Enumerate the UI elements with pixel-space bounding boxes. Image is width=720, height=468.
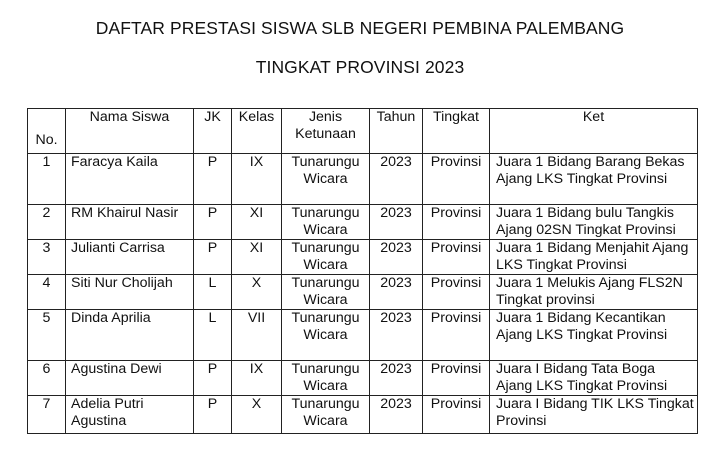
- cell-no: 7: [28, 396, 66, 434]
- table-row: [28, 205, 698, 240]
- cell-tahun: 2023: [370, 361, 423, 396]
- cell-no: 3: [28, 240, 66, 275]
- cell-kelas: XI: [232, 240, 282, 275]
- header-tingkat: Tingkat: [423, 109, 490, 154]
- document-subtitle: TINGKAT PROVINSI 2023: [255, 57, 465, 77]
- cell-nama: RM Khairul Nasir: [66, 205, 194, 240]
- header-nama-siswa: Nama Siswa: [66, 109, 194, 154]
- cell-jenis: Tunarungu Wicara: [282, 275, 370, 310]
- cell-kelas: X: [232, 396, 282, 434]
- table-row: [28, 396, 698, 434]
- cell-tingkat: Provinsi: [423, 205, 490, 240]
- table-row: [28, 154, 698, 205]
- cell-ket: Juara 1 Bidang Barang Bekas Ajang LKS Tingkat Provinsi: [490, 154, 698, 205]
- cell-ket: Juara 1 Bidang Menjahit Ajang LKS Tingkat Provinsi: [490, 240, 698, 275]
- table-row: [28, 310, 698, 361]
- cell-kelas: IX: [232, 154, 282, 205]
- cell-jenis: Tunarungu Wicara: [282, 154, 370, 205]
- table-header-row: [28, 109, 698, 154]
- cell-nama: Siti Nur Cholijah: [66, 275, 194, 310]
- cell-ket: Juara 1 Bidang Kecantikan Ajang LKS Tingkat Provinsi: [490, 310, 698, 361]
- header-jenis-ketunaan: Jenis Ketunaan: [282, 109, 370, 154]
- cell-jk: P: [194, 361, 232, 396]
- cell-tahun: 2023: [370, 310, 423, 361]
- cell-ket: Juara 1 Melukis Ajang FLS2N Tingkat provinsi: [490, 275, 698, 310]
- cell-jk: P: [194, 154, 232, 205]
- cell-nama: Adelia Putri Agustina: [66, 396, 194, 434]
- cell-no: 6: [28, 361, 66, 396]
- cell-tingkat: Provinsi: [423, 361, 490, 396]
- cell-jk: P: [194, 396, 232, 434]
- cell-nama: Dinda Aprilia: [66, 310, 194, 361]
- cell-kelas: VII: [232, 310, 282, 361]
- cell-jenis: Tunarungu Wicara: [282, 396, 370, 434]
- cell-nama: Faracya Kaila: [66, 154, 194, 205]
- cell-tahun: 2023: [370, 275, 423, 310]
- table-row: [28, 240, 698, 275]
- cell-jk: P: [194, 205, 232, 240]
- table-row: [28, 275, 698, 310]
- cell-tahun: 2023: [370, 240, 423, 275]
- cell-ket: Juara I Bidang Tata Boga Ajang LKS Tingkat Provinsi: [490, 361, 698, 396]
- cell-no: 4: [28, 275, 66, 310]
- header-no: No.: [28, 109, 66, 154]
- cell-nama: Agustina Dewi: [66, 361, 194, 396]
- cell-jk: P: [194, 240, 232, 275]
- cell-nama: Julianti Carrisa: [66, 240, 194, 275]
- document-title: DAFTAR PRESTASI SISWA SLB NEGERI PEMBINA PALEMBANG: [95, 18, 625, 38]
- header-jk: JK: [194, 109, 232, 154]
- cell-tahun: 2023: [370, 205, 423, 240]
- cell-kelas: XI: [232, 205, 282, 240]
- cell-jenis: Tunarungu Wicara: [282, 240, 370, 275]
- cell-ket: Juara 1 Bidang bulu Tangkis Ajang 02SN Tingkat Provinsi: [490, 205, 698, 240]
- cell-tingkat: Provinsi: [423, 310, 490, 361]
- header-kelas: Kelas: [232, 109, 282, 154]
- cell-kelas: IX: [232, 361, 282, 396]
- cell-tingkat: Provinsi: [423, 275, 490, 310]
- cell-jk: L: [194, 275, 232, 310]
- header-ket: Ket: [490, 109, 698, 154]
- cell-no: 5: [28, 310, 66, 361]
- cell-jenis: Tunarungu Wicara: [282, 310, 370, 361]
- table-row: [28, 361, 698, 396]
- cell-tingkat: Provinsi: [423, 240, 490, 275]
- cell-tingkat: Provinsi: [423, 396, 490, 434]
- achievement-table: [27, 108, 698, 434]
- cell-no: 2: [28, 205, 66, 240]
- cell-no: 1: [28, 154, 66, 205]
- cell-tahun: 2023: [370, 154, 423, 205]
- cell-tingkat: Provinsi: [423, 154, 490, 205]
- cell-jk: L: [194, 310, 232, 361]
- cell-ket: Juara I Bidang TIK LKS Tingkat Provinsi: [490, 396, 698, 434]
- cell-kelas: X: [232, 275, 282, 310]
- cell-jenis: Tunarungu Wicara: [282, 205, 370, 240]
- cell-jenis: Tunarungu Wicara: [282, 361, 370, 396]
- header-tahun: Tahun: [370, 109, 423, 154]
- cell-tahun: 2023: [370, 396, 423, 434]
